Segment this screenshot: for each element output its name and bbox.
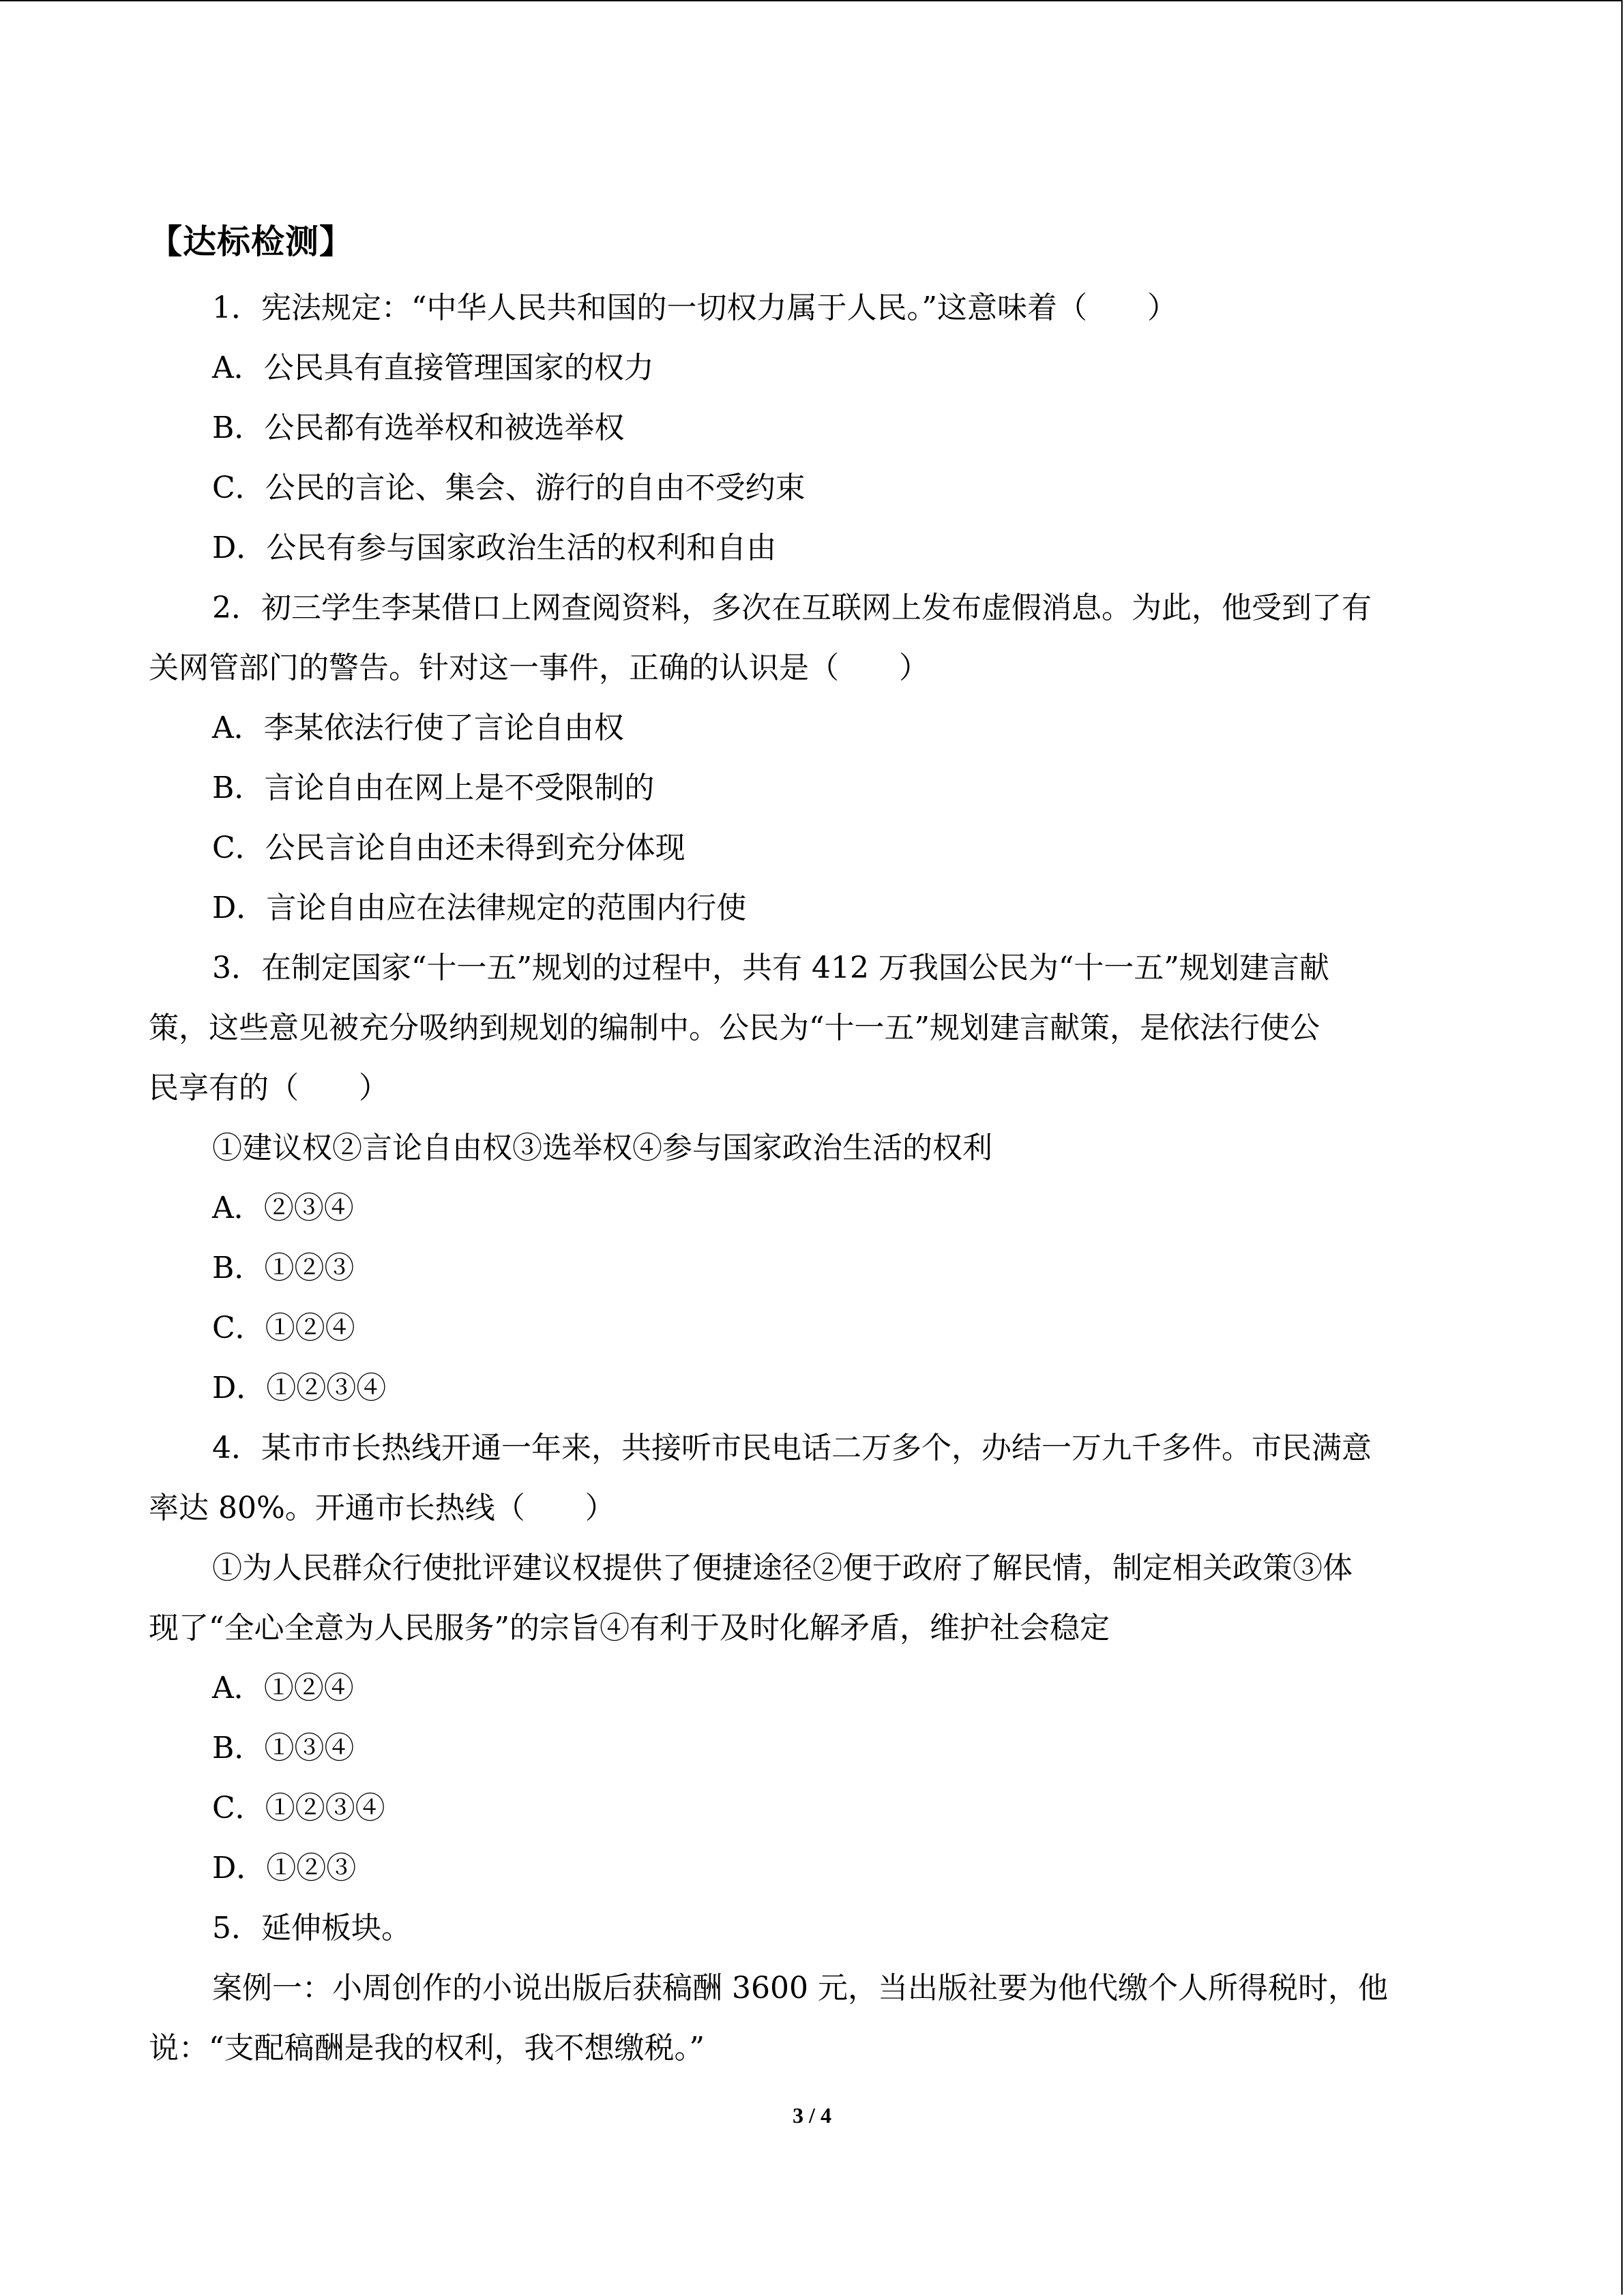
question-3-option-d: D．①②③④ — [212, 1371, 387, 1405]
question-3-option-b: B．①②③ — [212, 1251, 355, 1285]
question-1-option-b: B．公民都有选举权和被选举权 — [212, 411, 625, 445]
question-1 — [149, 278, 1475, 578]
question-2-stem-line-2: 关网管部门的警告。针对这一事件，正确的认识是（ ） — [149, 651, 929, 685]
question-3-stem-line-2: 策，这些意见被充分吸纳到规划的编制中。公民为“十一五”规划建言献策，是依法行使公 — [149, 1011, 1320, 1045]
question-3-option-c: C．①②④ — [212, 1311, 355, 1345]
question-1-stem: 1．宪法规定：“中华人民共和国的一切权力属于人民。”这意味着（ ） — [212, 290, 1177, 325]
question-5 — [149, 1898, 1475, 2078]
question-3-statements: ①建议权②言论自由权③选举权④参与国家政治生活的权利 — [212, 1131, 992, 1165]
question-4-option-b: B．①③④ — [212, 1731, 355, 1765]
question-2-option-a: A．李某依法行使了言论自由权 — [212, 711, 624, 745]
question-2-stem-line-1: 2．初三学生李某借口上网查阅资料，多次在互联网上发布虚假消息。为此，他受到了有 — [212, 591, 1372, 625]
question-4-stem-line-2: 率达 80%。开通市长热线（ ） — [149, 1491, 615, 1525]
question-1-option-a: A．公民具有直接管理国家的权力 — [212, 351, 654, 385]
question-4-statements-line-1: ①为人民群众行使批评建议权提供了便捷途径②便于政府了解民情，制定相关政策③体 — [212, 1551, 1353, 1585]
question-4-statements-line-2: 现了“全心全意为人民服务”的宗旨④有利于及时化解矛盾，维护社会稳定 — [149, 1611, 1110, 1645]
question-5-case-line-1: 案例一：小周创作的小说出版后获稿酬 3600 元，当出版社要为他代缴个人所得税时，他 — [212, 1971, 1388, 2006]
question-4 — [149, 1418, 1475, 1898]
page-number: 3 / 4 — [793, 2103, 831, 2128]
question-3-option-a: A．②③④ — [212, 1191, 354, 1225]
question-2-option-b: B．言论自由在网上是不受限制的 — [212, 771, 655, 805]
question-5-case-line-2: 说：“支配稿酬是我的权利，我不想缴税。” — [149, 2031, 705, 2066]
question-2-option-c: C．公民言论自由还未得到充分体现 — [212, 831, 685, 865]
question-3 — [149, 938, 1475, 1418]
question-4-stem-line-1: 4．某市市长热线开通一年来，共接听市民电话二万多个，办结一万九千多件。市民满意 — [212, 1431, 1372, 1465]
question-2-option-d: D．言论自由应在法律规定的范围内行使 — [212, 891, 747, 925]
question-2 — [149, 578, 1475, 938]
question-3-stem-line-1: 3．在制定国家“十一五”规划的过程中，共有 412 万我国公民为“十一五”规划建言献 — [212, 951, 1329, 985]
question-1-option-d: D．公民有参与国家政治生活的权利和自由 — [212, 531, 777, 565]
question-4-option-d: D．①②③ — [212, 1851, 357, 1885]
document-body — [149, 211, 1475, 2078]
question-4-option-a: A．①②④ — [212, 1671, 354, 1705]
question-5-stem: 5．延伸板块。 — [212, 1911, 411, 1945]
question-1-option-c: C．公民的言论、集会、游行的自由不受约束 — [212, 471, 806, 505]
question-4-option-c: C．①②③④ — [212, 1791, 385, 1825]
section-title: 【达标检测】 — [149, 222, 354, 261]
question-3-stem-line-3: 民享有的（ ） — [149, 1071, 389, 1105]
